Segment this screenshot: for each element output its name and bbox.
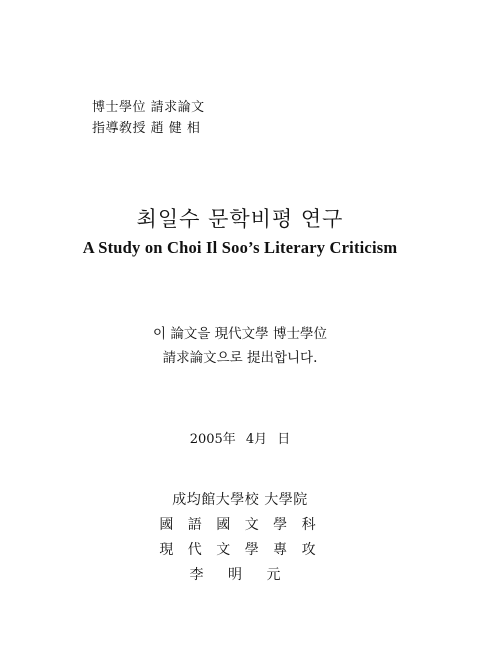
advisor-line: 指導敎授 趙 健 相 xyxy=(92,121,201,136)
department-name: 國 語 國 文 學 科 xyxy=(159,517,321,533)
submission-statement xyxy=(0,322,480,370)
submission-date: 2005年 4月 日 xyxy=(189,432,291,447)
korean-title: 최일수 문학비평 연구 xyxy=(136,207,344,231)
institution-block xyxy=(0,488,480,588)
author-name: 李 明 元 xyxy=(189,567,291,583)
degree-line: 博士學位 請求論文 xyxy=(92,100,205,115)
english-title: A Study on Choi Il Soo’s Literary Criticism xyxy=(82,238,398,257)
header-block xyxy=(92,97,205,139)
submission-line-2: 請求論文으로 提出합니다. xyxy=(162,350,318,366)
submission-line-1: 이 論文을 現代文學 博士學位 xyxy=(153,326,327,342)
major-name: 現 代 文 學 專 攻 xyxy=(159,542,321,558)
university-name: 成均館大學校 大學院 xyxy=(172,492,308,508)
